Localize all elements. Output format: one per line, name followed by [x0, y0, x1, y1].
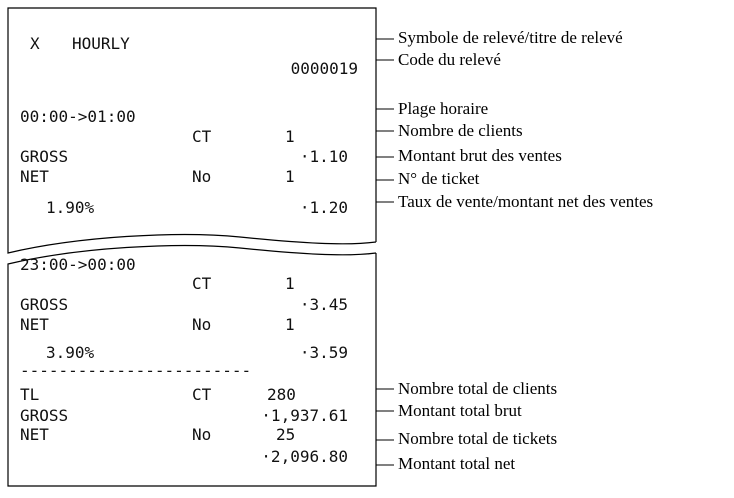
annotation-ticket-number: N° de ticket — [398, 169, 480, 188]
last-net-value: ·3.59 — [299, 343, 348, 362]
last-no-label: No — [192, 315, 212, 334]
first-ct-value: 1 — [285, 127, 295, 146]
total-no-value: 25 — [276, 425, 296, 444]
report-symbol: X — [30, 34, 40, 53]
total-ct-label: CT — [192, 385, 212, 404]
last-rate: 3.90% — [46, 343, 95, 362]
total-net-label: NET — [20, 425, 49, 444]
first-no-label: No — [192, 167, 212, 186]
total-no-label: No — [192, 425, 212, 444]
first-net-value: ·1.20 — [299, 198, 348, 217]
first-net-label: NET — [20, 167, 49, 186]
last-ct-value: 1 — [285, 274, 295, 293]
annotation-total-tickets: Nombre total de tickets — [398, 429, 558, 448]
last-gross-value: ·3.45 — [299, 295, 348, 314]
last-time-range: 23:00->00:00 — [20, 255, 136, 274]
total-net-value: ·2,096.80 — [261, 447, 348, 466]
annotation-gross-sales: Montant brut des ventes — [398, 146, 562, 165]
first-time-range: 00:00->01:00 — [20, 107, 136, 126]
first-ct-label: CT — [192, 127, 212, 146]
annotation-total-gross: Montant total brut — [398, 401, 522, 420]
annotation-report-code: Code du relevé — [398, 50, 501, 69]
total-gross-value: ·1,937.61 — [261, 406, 348, 425]
first-gross-label: GROSS — [20, 147, 69, 166]
last-gross-label: GROSS — [20, 295, 69, 314]
annotation-report-title: Symbole de relevé/titre de relevé — [398, 28, 623, 47]
total-label: TL — [20, 385, 40, 404]
last-no-value: 1 — [285, 315, 295, 334]
total-gross-label: GROSS — [20, 406, 69, 425]
report-title: HOURLY — [72, 34, 130, 53]
first-no-value: 1 — [285, 167, 295, 186]
first-rate: 1.90% — [46, 198, 95, 217]
annotation-rate-net: Taux de vente/montant net des ventes — [398, 192, 654, 211]
last-ct-label: CT — [192, 274, 212, 293]
leader-lines — [376, 39, 394, 465]
annotation-total-customers: Nombre total de clients — [398, 379, 558, 398]
separator-line: ------------------------ — [20, 361, 252, 380]
last-net-label: NET — [20, 315, 49, 334]
report-code: 0000019 — [290, 59, 358, 78]
annotation-customer-count: Nombre de clients — [398, 121, 523, 140]
annotation-total-net: Montant total net — [398, 454, 516, 473]
annotation-time-range: Plage horaire — [398, 99, 489, 118]
total-ct-value: 280 — [267, 385, 296, 404]
first-gross-value: ·1.10 — [299, 147, 348, 166]
